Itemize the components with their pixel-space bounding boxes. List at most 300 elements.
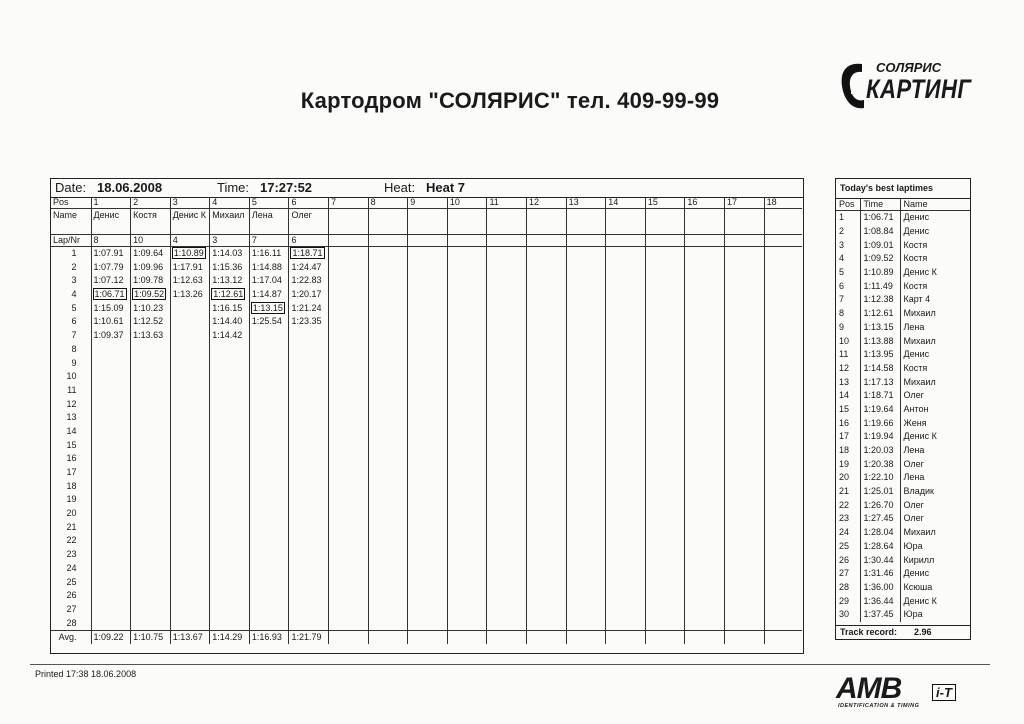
amb-tagline: IDENTIFICATION & TIMING [838,703,920,709]
lap-row [51,576,802,590]
average-cell: 1:13.67 [170,631,210,645]
lap-time-cell [764,480,802,494]
best-name: Лена [903,321,925,332]
driver-name-cell [606,209,646,235]
lap-time-cell [131,576,171,590]
average-cell [487,631,527,645]
lap-time-cell [329,534,369,548]
lap-time-cell [685,452,725,466]
best-name: Костя [903,280,928,291]
lap-time-cell [645,384,685,398]
driver-name-cell [764,209,802,235]
lap-time-cell [764,288,802,302]
lap-time-cell [249,452,289,466]
best-header-cell: Pos [836,199,860,211]
lap-time-cell [566,384,606,398]
driver-name-cell [685,209,725,235]
lap-time-cell [527,562,567,576]
lap-time-cell [764,274,802,288]
lap-time-cell [408,357,448,371]
lap-time-cell [645,398,685,412]
lap-time-cell [289,576,329,590]
average-cell [725,631,765,645]
lap-time-cell [408,548,448,562]
lap-time-cell [566,398,606,412]
lap-row [51,315,802,329]
lap-row [51,411,802,425]
lap-row [51,384,802,398]
lap-time-cell [566,548,606,562]
lap-time-cell [170,493,210,507]
lap-time-cell [527,302,567,316]
lap-time: 1:14.40 [212,316,243,327]
lap-time-cell [527,370,567,384]
lap-time-cell [685,548,725,562]
lap-time: 1:12.61 [213,289,244,300]
average-cell [685,631,725,645]
lap-time-cell [249,425,289,439]
driver-name-cell [566,209,606,235]
lap-time-cell [645,493,685,507]
heat-results-panel [50,178,804,654]
lap-time-cell [91,315,131,329]
best-pos: 3 [836,238,860,252]
lap-time-cell [606,411,646,425]
lap-row [51,603,802,617]
pos-cell: 7 [329,197,369,209]
average-cell [408,631,448,645]
lap-time-cell [566,617,606,631]
kart-number-cell [606,235,646,247]
lap-time-cell [566,452,606,466]
lap-time-cell [329,521,369,535]
lap-time-cell [447,357,487,371]
lap-time-cell [91,480,131,494]
lap-time-cell [131,411,171,425]
lap-time-cell [368,603,408,617]
lap-time-cell [606,370,646,384]
lap-time-cell [329,493,369,507]
best-name: Ксюша [903,581,933,592]
name-row-label: Name [51,209,91,235]
lap-time-cell [487,247,527,261]
lap-time-cell [566,288,606,302]
lap-time-cell [249,576,289,590]
best-header-cell: Name [900,199,970,211]
lap-time: 1:14.88 [251,261,282,272]
lap-time-cell [447,466,487,480]
lap-time: 1:09.78 [133,275,164,286]
lap-time-cell [131,507,171,521]
best-row [836,252,970,266]
best-time: 1:12.61 [860,307,900,321]
lap-time-cell [566,589,606,603]
average-cell [527,631,567,645]
best-name: Антон [903,403,929,414]
best-row [836,457,970,471]
lap-time-cell [368,548,408,562]
lap-time-cell [368,589,408,603]
lap-time-cell [249,288,289,302]
best-time: 1:36.44 [860,594,900,608]
lap-time-cell [527,384,567,398]
pos-cell: 6 [289,197,329,209]
best-header-cell: Time [860,199,900,211]
lap-time-cell [210,315,250,329]
lap-time-cell [487,617,527,631]
lap-time-cell [408,521,448,535]
best-name: Михаил [903,308,936,319]
lap-time: 1:15.09 [93,302,124,313]
best-name: Олег [903,499,924,510]
lap-time-cell [685,589,725,603]
date-value: 18.06.2008 [97,180,163,195]
lap-time-cell [487,329,527,343]
pos-cell: 8 [368,197,408,209]
lap-time-cell [210,480,250,494]
lap-time-cell [487,357,527,371]
lap-time-cell [606,398,646,412]
average-row [51,631,802,645]
lap-time-cell [170,603,210,617]
lap-time: 1:09.37 [93,330,124,341]
lap-time-cell [527,261,567,275]
lap-number: 28 [51,617,91,631]
pos-cell: 14 [606,197,646,209]
lap-row [51,452,802,466]
heat-header [51,179,803,198]
lap-time-cell [645,247,685,261]
lap-time-cell [447,247,487,261]
lap-row [51,439,802,453]
lap-time-cell [368,357,408,371]
lap-time-cell [645,534,685,548]
lap-time-cell [447,589,487,603]
best-row [836,334,970,348]
lap-time-cell [645,343,685,357]
lap-time-cell [606,521,646,535]
lap-time-cell [368,493,408,507]
lap-time-cell [210,384,250,398]
lap-number: 14 [51,425,91,439]
best-time: 1:28.64 [860,540,900,554]
lap-time-cell [408,411,448,425]
lap-number: 22 [51,534,91,548]
lap-time-cell [368,315,408,329]
pos-cell: 5 [249,197,289,209]
lap-time-cell [210,466,250,480]
best-time: 1:09.52 [860,252,900,266]
kart-number-row [51,235,802,247]
lap-time-cell [527,425,567,439]
lap-time-cell [606,261,646,275]
lap-time-cell [566,261,606,275]
solaris-karting-logo [838,58,972,120]
best-time: 1:19.66 [860,416,900,430]
lap-time-cell [606,562,646,576]
lap-time-cell [329,425,369,439]
lap-time-cell [764,302,802,316]
lap-time-cell [606,329,646,343]
lap-time-cell [408,493,448,507]
kart-number-cell: 4 [170,235,210,247]
lap-time: 1:09.52 [134,289,165,300]
lap-time-cell [368,452,408,466]
lap-time-cell [487,274,527,288]
best-pos: 24 [836,526,860,540]
lap-time-cell [447,480,487,494]
kart-number-cell [527,235,567,247]
lap-time-cell [725,425,765,439]
lap-time-cell [91,370,131,384]
lap-time-cell [210,576,250,590]
lap-number: 26 [51,589,91,603]
best-pos: 17 [836,430,860,444]
best-name: Денис К [903,267,937,278]
lap-time-cell [249,370,289,384]
lap-time-cell [685,343,725,357]
lap-number: 21 [51,521,91,535]
lap-time-cell [91,603,131,617]
kart-number-cell: 10 [131,235,171,247]
best-laptimes-table [836,199,970,622]
best-pos: 21 [836,485,860,499]
lap-time-cell [170,589,210,603]
lap-time-cell [764,507,802,521]
lap-time-cell [685,603,725,617]
best-pos: 27 [836,567,860,581]
lap-time-cell [447,398,487,412]
lap-time-cell [566,521,606,535]
lap-time-cell [408,329,448,343]
average-cell [566,631,606,645]
lap-row [51,247,802,261]
lap-time-cell [566,603,606,617]
lap-number: 6 [51,315,91,329]
lap-time-cell [408,534,448,548]
lap-time-cell [764,357,802,371]
driver-name-cell [725,209,765,235]
lap-time-cell [368,562,408,576]
lap-time-cell [329,466,369,480]
lap-time: 1:09.96 [133,261,164,272]
best-row [836,293,970,307]
lap-time-cell [408,452,448,466]
lap-time-cell [91,302,131,316]
lap-time-cell [487,315,527,329]
best-pos: 14 [836,389,860,403]
lap-time-cell [249,343,289,357]
lap-time-cell [289,274,329,288]
lap-time-cell [368,274,408,288]
lap-time: 1:22.83 [291,275,322,286]
lap-time-cell [487,493,527,507]
lap-time-cell [131,302,171,316]
best-time: 1:17.13 [860,375,900,389]
lap-time-cell [170,507,210,521]
lap-time-cell [408,261,448,275]
lap-time-cell [685,247,725,261]
pos-cell: 1 [91,197,131,209]
best-pos: 20 [836,471,860,485]
pos-cell: 2 [131,197,171,209]
lap-time-cell [329,576,369,590]
kart-number-row-label: Lap/Nr [51,235,91,247]
pos-row [51,197,802,209]
lap-time-cell [131,315,171,329]
lap-time-cell [329,315,369,329]
lap-time-cell [91,576,131,590]
lap-time-cell [210,247,250,261]
lap-time-cell [527,452,567,466]
lap-time-cell [764,247,802,261]
lap-time-cell [685,576,725,590]
lap-row [51,398,802,412]
lap-time-cell [170,370,210,384]
average-cell [606,631,646,645]
best-row [836,362,970,376]
best-row [836,553,970,567]
kart-number-cell [487,235,527,247]
driver-name-cell [527,209,567,235]
lap-time-cell [606,493,646,507]
pos-cell: 13 [566,197,606,209]
best-pos: 12 [836,362,860,376]
lap-time-cell [606,480,646,494]
lap-time-cell [725,534,765,548]
lap-time-cell [566,247,606,261]
best-row [836,348,970,362]
lap-time-cell [685,425,725,439]
lap-time-cell [210,274,250,288]
lap-time-cell [685,274,725,288]
lap-time-cell [764,603,802,617]
lap-time-cell [527,315,567,329]
lap-number: 16 [51,452,91,466]
lap-time-cell [725,343,765,357]
lap-time-cell [170,548,210,562]
lap-time-cell [764,589,802,603]
lap-time-cell [487,398,527,412]
lap-time-cell [131,247,171,261]
lap-time-cell [289,507,329,521]
best-time: 1:13.15 [860,321,900,335]
lap-time-cell [685,562,725,576]
lap-time-cell [447,439,487,453]
lap-time-cell [368,521,408,535]
lap-time-cell [170,288,210,302]
lap-time-cell [91,329,131,343]
lap-time-cell [249,603,289,617]
lap-time-cell [91,261,131,275]
lap-row [51,562,802,576]
best-time: 1:37.45 [860,608,900,622]
lap-time-cell [368,534,408,548]
lap-time-cell [289,480,329,494]
best-time: 1:08.84 [860,225,900,239]
lap-time-cell [447,425,487,439]
lap-time-cell [725,357,765,371]
best-time: 1:13.95 [860,348,900,362]
date-label: Date: [55,180,87,195]
lap-time-cell [447,261,487,275]
lap-time-cell [91,562,131,576]
lap-time-cell [91,411,131,425]
lap-time-cell [170,521,210,535]
lap-time: 1:16.11 [251,248,282,258]
lap-time-cell [527,548,567,562]
lap-time-cell [289,302,329,316]
lap-time-cell [725,315,765,329]
track-record-value: 2.96 [914,627,932,637]
lap-time: 1:15.36 [212,261,243,272]
lap-time: 1:10.89 [173,248,204,258]
lap-time-cell [289,439,329,453]
lap-time-cell [249,439,289,453]
heat-label: Heat: [384,180,416,195]
lap-time-cell [447,384,487,398]
lap-time-cell [606,315,646,329]
lap-time-cell [645,452,685,466]
lap-time-cell [368,480,408,494]
lap-time-cell [329,452,369,466]
lap-time: 1:20.17 [291,289,322,300]
lap-time: 1:06.71 [94,289,125,300]
best-name: Женя [903,417,927,428]
lap-time-cell [725,548,765,562]
lap-time-cell [368,425,408,439]
lap-time-cell [566,507,606,521]
logo-bottom-text: КАРТИНГ [866,74,972,104]
lap-time-cell [210,617,250,631]
lap-time: 1:17.04 [251,275,282,286]
best-row [836,321,970,335]
lap-row [51,261,802,275]
lap-number: 1 [51,247,91,261]
best-name: Юра [903,609,923,620]
driver-name-cell [408,209,448,235]
lap-time-cell [685,439,725,453]
lap-time-cell [210,493,250,507]
lap-time-cell [606,507,646,521]
lap-time-cell [329,603,369,617]
lap-time-cell [606,603,646,617]
lap-time-cell [368,302,408,316]
best-name: Кирилл [903,554,935,565]
best-laptimes-title: Today's best laptimes [836,179,970,199]
lap-time-cell [527,274,567,288]
lap-time-cell [725,384,765,398]
lap-time: 1:09.64 [133,248,164,258]
lap-time-cell [606,425,646,439]
lap-time-cell [249,398,289,412]
lap-time-cell [329,302,369,316]
lap-times-table [51,197,802,644]
lap-time-cell [447,343,487,357]
lap-time-cell [645,261,685,275]
lap-time-cell [764,343,802,357]
lap-time-cell [606,384,646,398]
best-pos: 23 [836,512,860,526]
best-pos: 1 [836,211,860,225]
lap-time-cell [170,398,210,412]
lap-time-cell [131,288,171,302]
best-pos: 8 [836,307,860,321]
lap-row [51,357,802,371]
lap-time-cell [91,548,131,562]
lap-time-cell [645,425,685,439]
kart-number-cell [764,235,802,247]
